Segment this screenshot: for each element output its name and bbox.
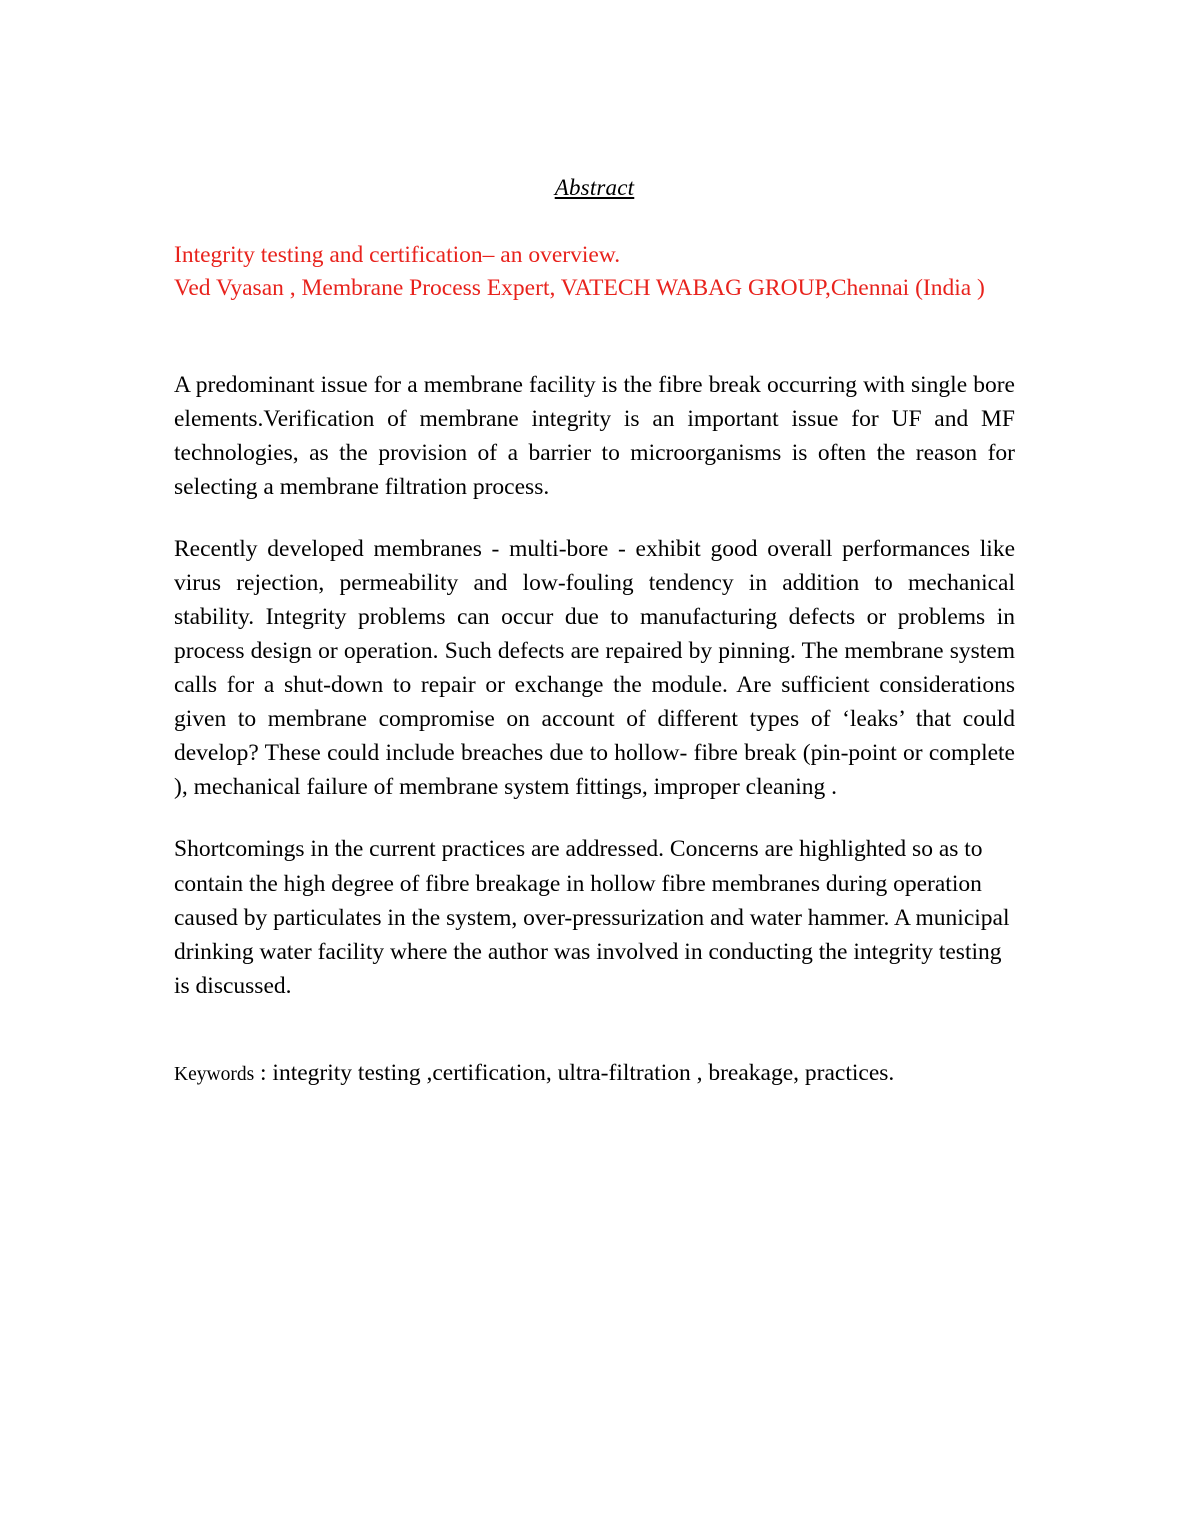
keywords-text: : integrity testing ,certification, ultra-filtration , breakage, practices.	[254, 1059, 895, 1086]
abstract-paragraph-1: A predominant issue for a membrane facility is the fibre break occurring with single bore elements.Verification of membrane integrity is an important issue for UF and MF technologies, as the provision of a barrier to microorganisms is often the reason for selecting a membrane filtration process.	[174, 371, 1015, 500]
paper-title: Integrity testing and certification– an overview.	[174, 242, 621, 268]
keywords-label: Keywords	[174, 1063, 255, 1085]
keywords-line	[174, 1057, 1015, 1090]
abstract-paragraph-2: Recently developed membranes - multi-bore - exhibit good overall performances like virus rejection, permeability and low-fouling tendency in addition to mechanical stability. Integrity problems can occur due to manufacturing defects or problems in process design or operation. Such defects are repaired by pinning. The membrane system calls for a shut-down to repair or exchange the module. Are sufficient considerations given to membrane compromise on account of different types of ‘leaks’ that could develop? These could include breaches due to hollow- fibre break (pin-point or complete ), mechanical failure of membrane system fittings, improper cleaning .	[174, 535, 1015, 801]
title-block	[174, 239, 1015, 306]
abstract-heading: Abstract	[554, 175, 635, 200]
abstract-paragraph-3: Shortcomings in the current practices are addressed. Concerns are highlighted so as to contain the high degree of fibre breakage in hollow fibre membranes during operation caused by particulates in the system, over-pressurization and water hammer. A municipal drinking water facility where the author was involved in conducting the integrity testing is discussed.	[174, 836, 1010, 999]
author-affiliation: Ved Vyasan , Membrane Process Expert, VATECH WABAG GROUP,Chennai (India )	[174, 275, 985, 302]
